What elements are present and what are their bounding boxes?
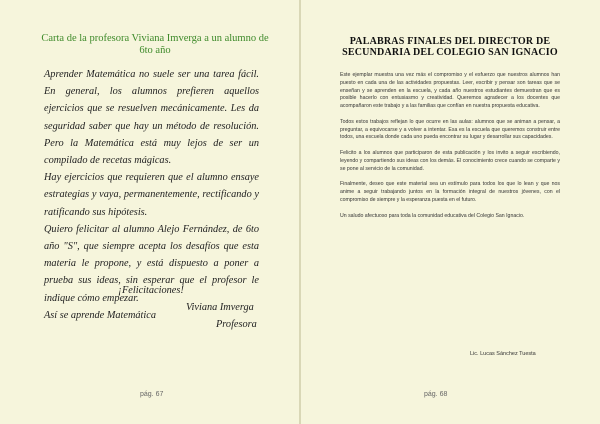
director-paragraph: Este ejemplar muestra una vez más el compromiso y el esfuerzo que nuestros alumnos han puesto en cada una de las actividades propuestas. Leer, escribir y pensar son tareas que se enseñan y se aprenden en la escuela, y cada año nuestros estudiantes demuestran que es posible hacerlo con entusiasmo y creatividad. Queremos agradecer a los docentes que acompañaron este trabajo y a las familias que confían en nuestra propuesta educativa.	[340, 72, 560, 109]
page-number-right: pág. 68	[424, 391, 448, 398]
signature-name: Viviana Imverga	[186, 302, 254, 313]
letter-paragraph: Hay ejercicios que requieren que el alumno ensaye estrategias y vaya, permanentemente, rectificando y ratificando sus hipótesis.	[44, 172, 259, 218]
director-paragraph: Un saludo afectuoso para toda la comunidad educativa del Colegio San Ignacio.	[340, 212, 525, 219]
director-body	[340, 72, 560, 228]
letter-greeting: ¡Felicitaciones!	[118, 285, 184, 296]
director-title	[330, 36, 570, 58]
signature-role: Profesora	[216, 319, 257, 330]
letter-paragraph: Quiero felicitar al alumno Alejo Fernández, de 6to año "S", que siempre acepta los desafíos que esta materia le propone, y está dispuesto a poner a prueba sus ideas, sin esperar que el profesor le indique cómo empezar.	[44, 223, 259, 304]
letter-paragraph: Así se aprende Matemática	[44, 309, 156, 321]
director-title-line1: PALABRAS FINALES DEL DIRECTOR DE	[349, 36, 551, 47]
director-signature: Lic. Lucas Sánchez Tuesta	[470, 351, 536, 357]
director-paragraph: Finalmente, deseo que este material sea un estímulo para todos los que lo lean y que nos anime a seguir trabajando juntos en la formación integral de nuestros jóvenes, con el compromiso de siempre y la esperanza puesta en el futuro.	[340, 181, 560, 203]
director-paragraph: Todos estos trabajos reflejan lo que ocurre en las aulas: alumnos que se animan a pensar, a preguntar, a equivocarse y a volver a intentar. Esa es la escuela que queremos construir entre todos, una escuela donde cada uno pueda encontrar su lugar y desarrollar sus capacidades.	[340, 118, 560, 141]
letter-paragraph: Aprender Matemática no suele ser una tarea fácil. En general, los alumnos prefieren aquellos ejercicios que se resuelven mecánicamente. Les da seguridad saber que hay un método de resolución. Pero la Matemática está muy lejos de ser un compilado de recetas mágicas.	[44, 69, 259, 167]
letter-title: Carta de la profesora Viviana Imverga a un alumno de 6to año	[41, 33, 269, 56]
page-number-left: pág. 67	[140, 391, 164, 398]
book-spine	[299, 0, 301, 424]
director-paragraph: Felicito a los alumnos que participaron de esta publicación y los invito a seguir escribiendo, leyendo y compartiendo sus ideas con los demás. El conocimiento crece cuando se comparte y se pone al servicio de la comunidad.	[340, 150, 560, 172]
director-title-line2: SECUNDARIA DEL COLEGIO SAN IGNACIO	[342, 47, 558, 58]
